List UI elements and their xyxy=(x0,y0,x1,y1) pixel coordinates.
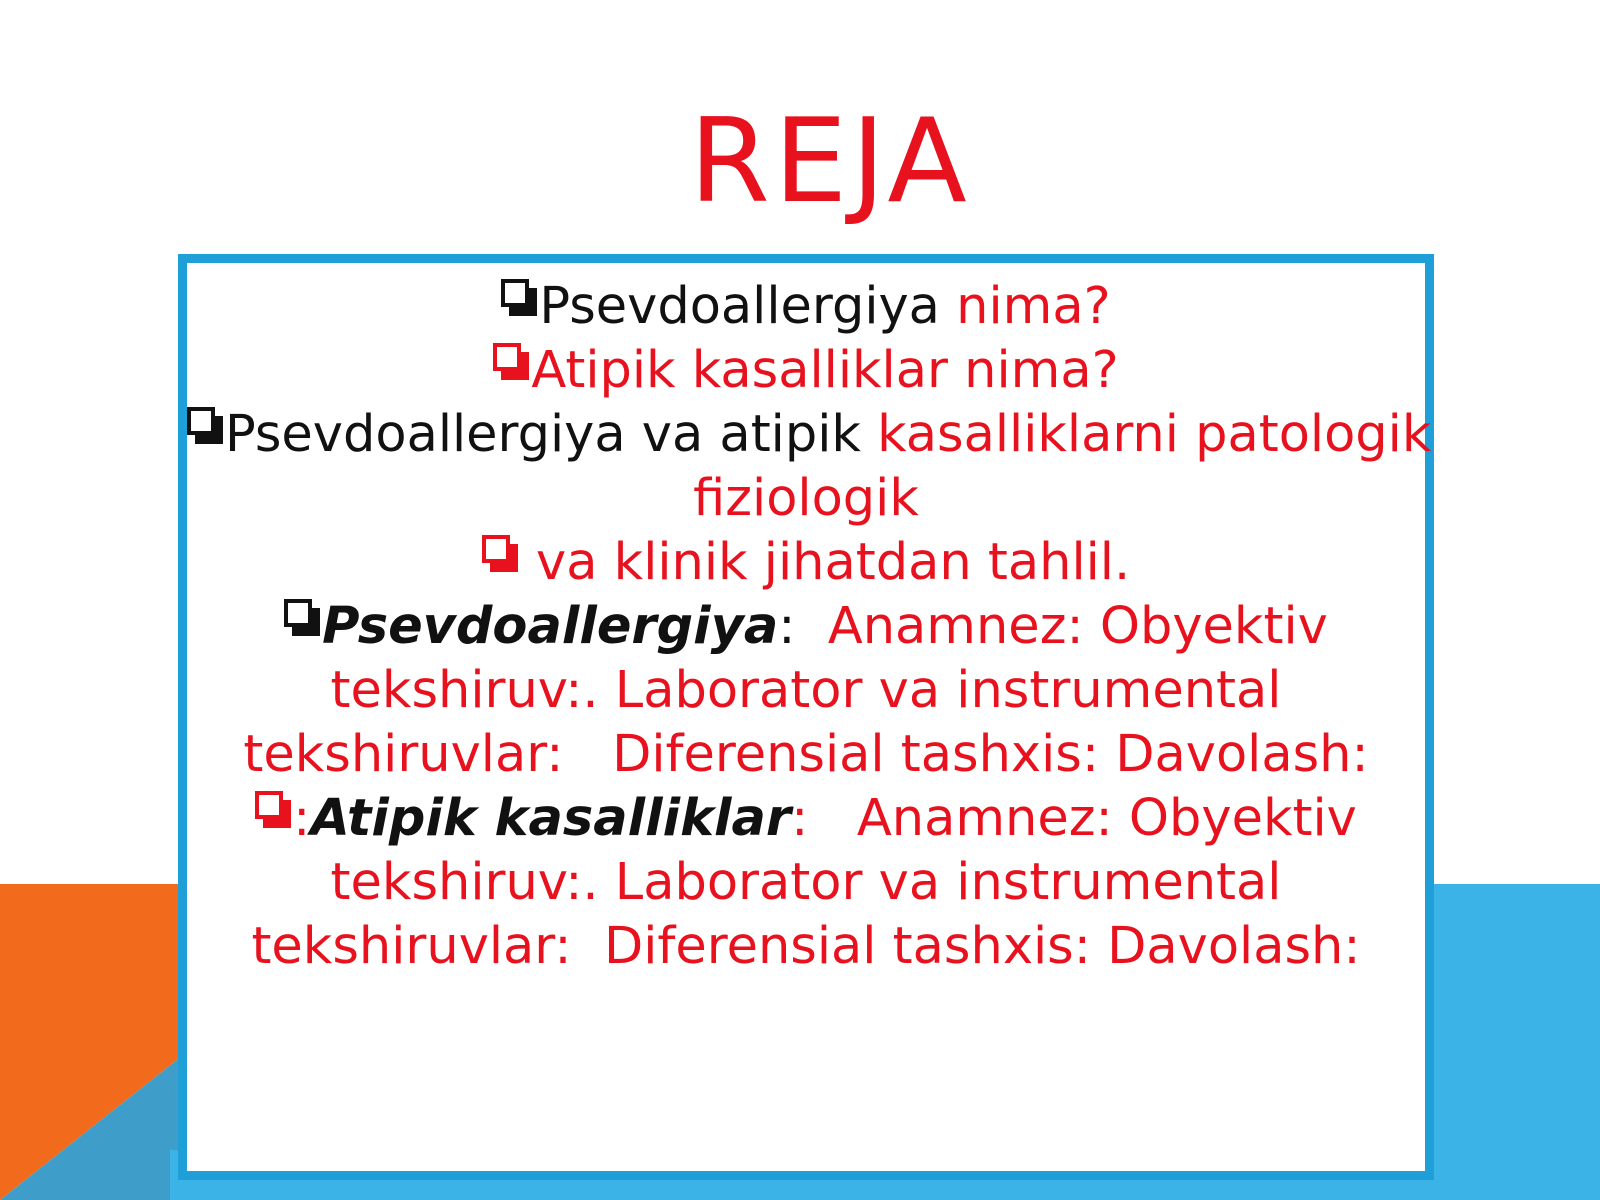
content-frame xyxy=(178,254,1434,1180)
plan-item-5 xyxy=(187,595,1425,659)
plan-item-2 xyxy=(187,339,1425,403)
item-text: kasalliklarni patologik xyxy=(877,405,1432,464)
item-text: : xyxy=(778,597,828,656)
checkbox-bullet-icon xyxy=(255,791,293,831)
plan-item-6 xyxy=(187,787,1425,851)
item-text: : xyxy=(293,789,311,848)
checkbox-bullet-icon xyxy=(284,599,322,639)
item-text: Psevdoallergiya va atipik xyxy=(225,405,878,464)
item-text: nima? xyxy=(956,277,1111,336)
checkbox-bullet-icon xyxy=(493,343,531,383)
item-text: va klinik jihatdan tahlil. xyxy=(519,533,1131,592)
plan-item-1 xyxy=(187,275,1425,339)
item-text: : Anamnez: Obyektiv xyxy=(791,789,1357,848)
item-text: Atipik kasalliklar xyxy=(310,789,792,848)
plan-item-5-continuation: tekshiruvlar: Diferensial tashxis: Davolash: xyxy=(243,725,1369,784)
plan-item-4 xyxy=(187,531,1425,595)
item-text: Psevdoallergiya xyxy=(322,597,779,656)
item-text: Anamnez: Obyektiv xyxy=(827,597,1328,656)
plan-item-3 xyxy=(187,403,1432,467)
plan-item-3-continuation: fiziologik xyxy=(693,469,919,528)
checkbox-bullet-icon xyxy=(482,535,520,575)
item-text: Atipik kasalliklar nima? xyxy=(531,341,1119,400)
slide-title: REJA xyxy=(689,94,971,229)
plan-item-5-continuation: tekshiruv:. Laborator va instrumental xyxy=(330,661,1282,720)
plan-item-6-continuation: tekshiruvlar: Diferensial tashxis: Davolash: xyxy=(251,917,1361,976)
checkbox-bullet-icon xyxy=(501,279,539,319)
item-text: Psevdoallergiya xyxy=(539,277,957,336)
checkbox-bullet-icon xyxy=(187,407,225,447)
plan-item-6-continuation: tekshiruv:. Laborator va instrumental xyxy=(330,853,1282,912)
